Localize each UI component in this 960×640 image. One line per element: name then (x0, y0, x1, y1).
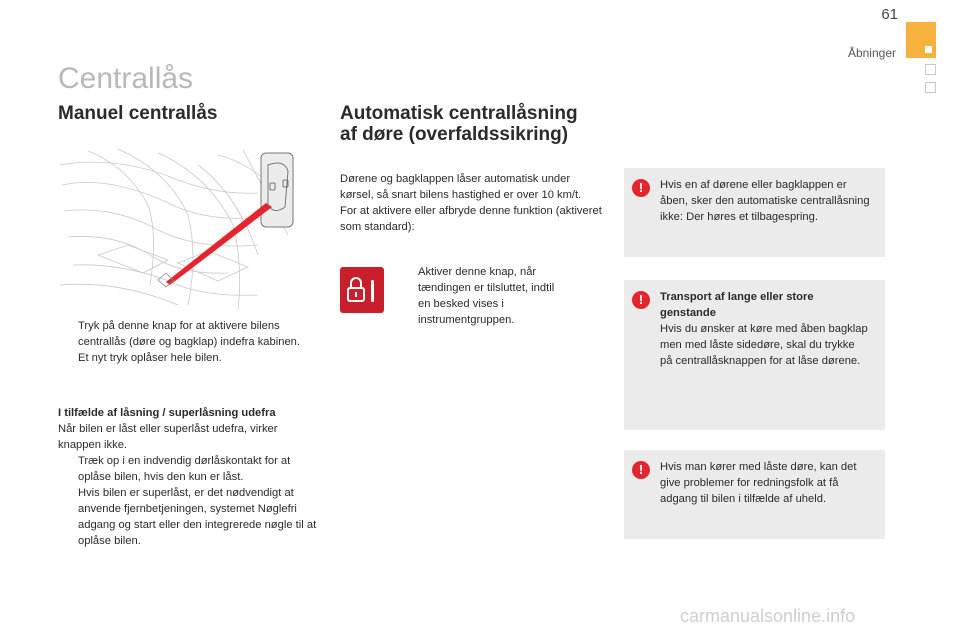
list-item: Aktiver denne knap, når tændingen er tilsluttet, indtil en besked vises i instrumentgruppen. (418, 266, 555, 326)
list-item: Et nyt tryk oplåser hele bilen. (78, 352, 222, 364)
section-tab[interactable] (906, 22, 936, 58)
page-number: 61 (881, 6, 898, 23)
failure-text: Når bilen er låst eller superlåst udefra, virker knappen ikke. (58, 423, 278, 451)
list-item: Træk op i en indvendig dørlåskontakt for at oplåse bilen, hvis den kun er låst. (78, 455, 291, 483)
auto-para1: Dørene og bagklappen låser automatisk under kørsel, så snart bilens hastighed er over 10 km/t. (340, 173, 582, 201)
warning-icon: ! (632, 179, 650, 197)
auto-heading-line1: Automatisk centrallåsning (340, 103, 578, 124)
warning-box (624, 450, 885, 539)
failure-section (58, 405, 320, 549)
warning-text: Hvis du ønsker at køre med åben bagklap men med låste sidedøre, skal du trykke på centrallåsknappen for at låse dørene. (660, 323, 868, 367)
manual-bullets (58, 318, 320, 366)
lock-button-icon (340, 267, 384, 313)
warning-box (624, 280, 885, 430)
manual-heading: Manuel centrallås (58, 103, 218, 124)
auto-para2: For at aktivere eller afbryde denne funktion (aktiveret som standard): (340, 205, 602, 233)
section-label: Åbninger (847, 46, 896, 60)
page-title: Centrallås (58, 62, 194, 95)
warning-title: Transport af lange eller store genstande (660, 291, 814, 319)
auto-heading (340, 103, 600, 145)
warning-icon: ! (632, 291, 650, 309)
warning-box (624, 168, 885, 257)
list-item: Hvis bilen er superlåst, er det nødvendigt at anvende fjernbetjeningen, systemet Nøglefri adgang og start eller den integrerede nøgle til at oplåse bilen. (78, 487, 317, 547)
warning-text: Hvis en af dørene eller bagklappen er åben, sker den automatiske centrallåsning ikke: Der høres et tilbagespring. (660, 179, 870, 223)
failure-heading: I tilfælde af låsning / superlåsning udefra (58, 407, 276, 419)
section-tab-empty[interactable] (925, 82, 936, 93)
warning-text: Hvis man kører med låste døre, kan det give problemer for redningsfolk at få adgang til bilen i tilfælde af uheld. (660, 461, 857, 505)
list-item: Tryk på denne knap for at aktivere bilens centrallås (døre og bagklap) indefra kabinen. (78, 320, 301, 348)
auto-heading-line2: af døre (overfaldssikring) (340, 124, 569, 145)
warning-content (660, 289, 870, 369)
auto-description (340, 171, 602, 235)
console-illustration (58, 145, 298, 313)
watermark: carmanualsonline.info (680, 606, 856, 626)
auto-bullet (398, 264, 568, 328)
warning-icon: ! (632, 461, 650, 479)
section-tab-empty[interactable] (925, 64, 936, 75)
